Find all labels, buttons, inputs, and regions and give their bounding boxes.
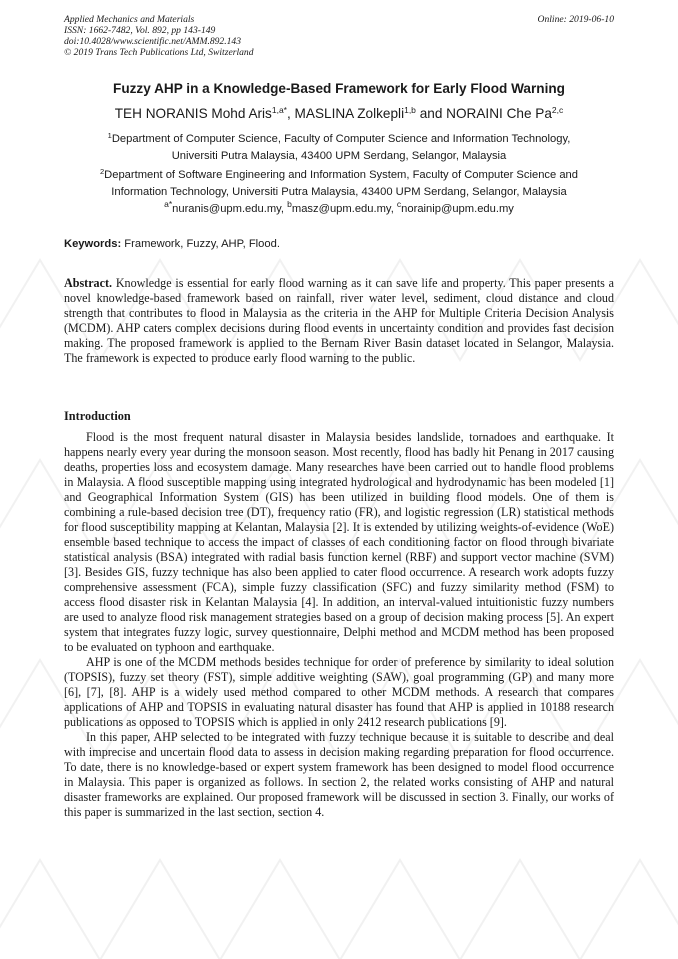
- affiliation-1-line2: Universiti Putra Malaysia, 43400 UPM Serdang, Selangor, Malaysia: [171, 150, 507, 162]
- journal-name: Applied Mechanics and Materials: [64, 14, 195, 25]
- author-separator: ,: [286, 106, 295, 121]
- copyright-line: © 2019 Trans Tech Publications Ltd, Switzerland: [64, 47, 254, 58]
- affiliation-2-line2: Information Technology, Universiti Putra Malaysia, 43400 UPM Serdang, Selangor, Malaysia: [111, 186, 567, 198]
- email-c[interactable]: norainip@upm.edu.my: [401, 203, 514, 215]
- abstract-label: Abstract.: [64, 276, 113, 290]
- author-3: NORAINI Che Pa: [446, 106, 552, 121]
- intro-paragraph-3: In this paper, AHP selected to be integrated with fuzzy technique because it is suitable to describe and deal with imprecise and uncertain flood data to assess in decision making regarding preparation for flood occurrence. To date, there is no knowledge-based or expert system framework has been designed to model flood occurrence in Malaysia. This paper is organized as follows. In section 2, the related works consisting of AHP and natural disaster frameworks are explained. Our proposed framework will be discussed in section 3. Finally, our works of this paper is summarized in the last section, section 4.: [64, 730, 614, 819]
- journal-header: [64, 14, 254, 58]
- affiliation-1: [60, 131, 618, 165]
- author-1-affil: 1,a*: [271, 105, 287, 115]
- issn-line: ISSN: 1662-7482, Vol. 892, pp 143-149: [64, 25, 216, 36]
- paper-title: Fuzzy AHP in a Knowledge-Based Framework for Early Flood Warning: [113, 81, 565, 96]
- abstract: [64, 276, 614, 366]
- introduction-body: [64, 430, 614, 820]
- intro-paragraph-1: Flood is the most frequent natural disaster in Malaysia besides landslide, tornadoes and earthquake. It happens nearly every year during the monsoon season. Most recently, flood has badly hit Penang in 2017 causing deaths, properties loss and ecosystem damage. Many researches have been carried out to handle flood problems in Malaysia. A flood susceptible mapping using integrated hydrological and hydrodynamic has been modeled [1] and Geographical Information System (GIS) has been utilized in building flood models. One of them is combining a rule-based decision tree (DT), frequency ratio (FR), and logistic regression (LR) statistical methods for flood susceptibility mapping at Kelantan, Malaysia [2]. It is extended by utilizing weights-of-evidence (WoE) ensemble based technique to access the impact of classes of each conditioning factor on flood through bivariate statistical analysis (BSA) integrated with radial basis function kernel (RBF) and support vector machine (SVM) [3]. Besides GIS, fuzzy technique has also been applied to cater flood occurrence. A research work adopts fuzzy comprehensive assessment (FCA), simple fuzzy classification (SFC) and fuzzy similarity method (FSM) to access flood disaster risk in Kelantan Malaysia [4]. In addition, an interval-valued intuitionistic fuzzy numbers are used to analyze flood risk management strategies based on a group of decision making process [5]. An expert system that integrates fuzzy logic, survey questionnaire, Delphi method and MCDM method has been proposed to be evaluated on typhoon and earthquake.: [64, 430, 614, 654]
- abstract-text: Knowledge is essential for early flood warning as it can save life and property. This paper presents a novel knowledge-based framework based on rainfall, river water level, sediment, cloud distance and cloud strength that contributes to flood in Malaysia as the criteria in the AHP for Multiple Criteria Decision Analysis (MCDM). AHP caters complex decisions during flood events in uncertainty condition and provides fast decision making. The proposed framework is applied to the Bernam River Basin dataset located in Selangor, Malaysia. The framework is expected to produce early flood warning to the public.: [64, 276, 614, 365]
- keywords: [64, 238, 614, 250]
- email-a[interactable]: nuranis@upm.edu.my,: [172, 203, 288, 215]
- affiliation-2: [60, 167, 618, 201]
- affiliation-1-line1: Department of Computer Science, Faculty of Computer Science and Information Technology,: [111, 133, 571, 145]
- author-2-affil: 1,b: [404, 105, 416, 115]
- author-emails: [60, 199, 618, 215]
- author-2: MASLINA Zolkepli: [294, 106, 405, 121]
- affiliation-2-sup: 2: [99, 167, 105, 176]
- author-1: TEH NORANIS Mohd Aris: [114, 106, 272, 121]
- email-b[interactable]: masz@upm.edu.my,: [291, 203, 397, 215]
- intro-paragraph-2: AHP is one of the MCDM methods besides technique for order of preference by similarity to ideal solution (TOPSIS), fuzzy set theory (FST), simple additive weighting (SAW), goal programming (GP) and many more [6], [7], [8]. AHP is a widely used method compared to other MCDM methods. A research that compares applications of AHP and TOPSIS in evaluating natural disaster has found that AHP is applied in 10188 research publications as opposed to TOPSIS which is applied in only 2412 research publications [9].: [64, 655, 614, 729]
- doi-line: doi:10.4028/www.scientific.net/AMM.892.143: [64, 36, 242, 47]
- email-a-sup: a*: [164, 199, 173, 209]
- online-date-text: Online: 2019-06-10: [537, 14, 614, 25]
- author-list: [30, 106, 648, 121]
- author-and: and: [415, 106, 447, 121]
- affiliation-2-line1: Department of Software Engineering and Information System, Faculty of Computer Science and: [104, 169, 579, 181]
- introduction-heading: Introduction: [64, 409, 131, 423]
- keywords-label: Keywords:: [64, 238, 122, 250]
- online-date: [538, 14, 614, 25]
- affiliation-1-sup: 1: [107, 131, 112, 140]
- keywords-text: Framework, Fuzzy, AHP, Flood.: [121, 238, 280, 250]
- email-b-sup: b: [287, 199, 292, 209]
- email-c-sup: c: [396, 199, 402, 209]
- author-3-affil: 2,c: [551, 105, 564, 115]
